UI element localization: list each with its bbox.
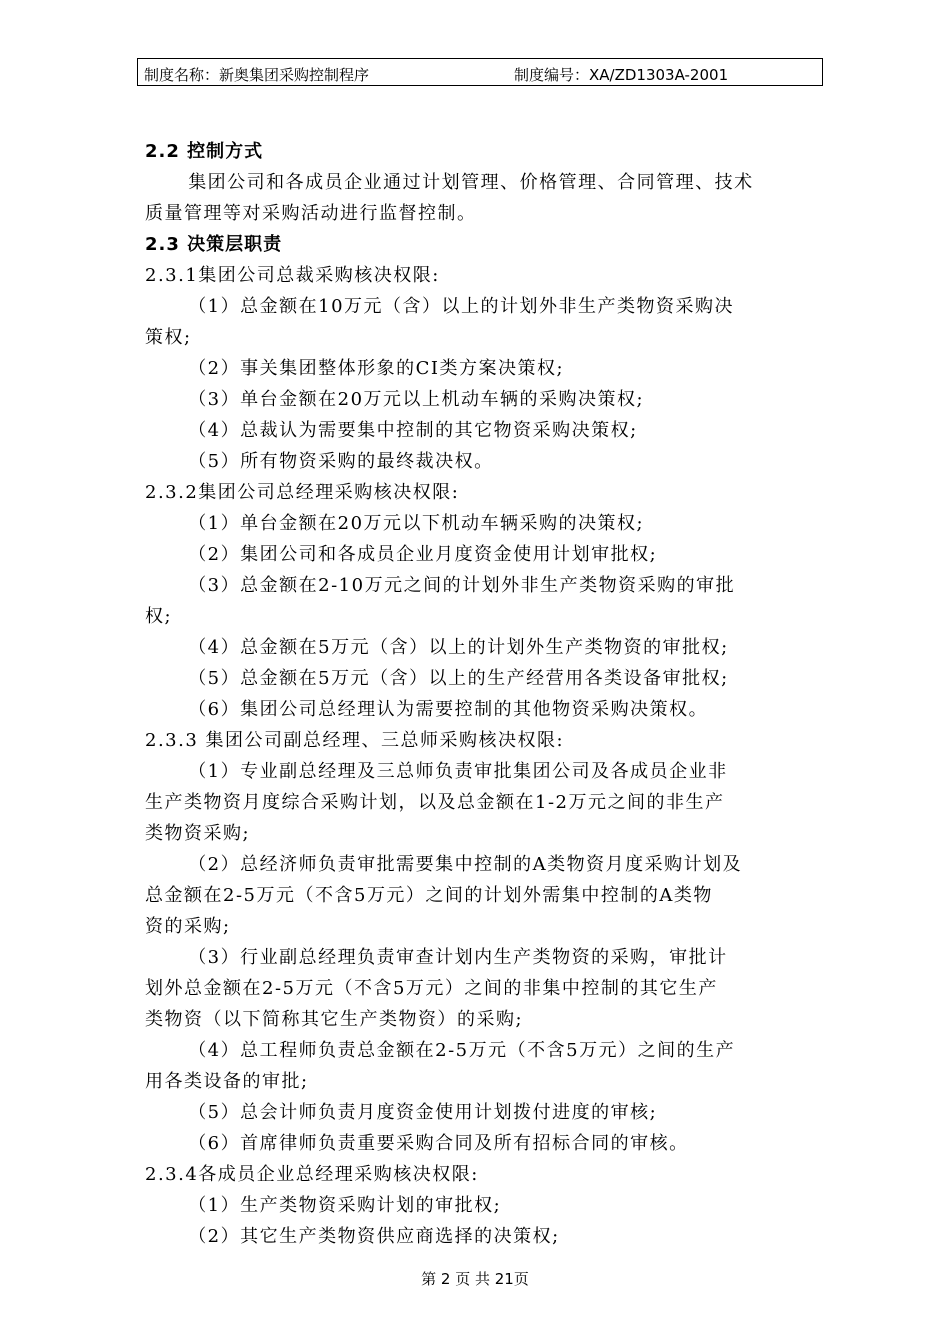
subsection-heading: 2.3.3 集团公司副总经理、三总师采购核决权限: — [145, 730, 565, 751]
list-item: （1）单台金额在20万元以下机动车辆采购的决策权; — [188, 513, 645, 534]
subsection-heading: 2.3.2集团公司总经理采购核决权限: — [145, 482, 460, 503]
paragraph-line: 集团公司和各成员企业通过计划管理、价格管理、合同管理、技术 — [188, 172, 754, 193]
list-item: （2）事关集团整体形象的CI类方案决策权; — [188, 358, 565, 379]
subsection-heading: 2.3.4各成员企业总经理采购核决权限: — [145, 1164, 479, 1185]
list-item: （5）总金额在5万元（含）以上的生产经营用各类设备审批权; — [188, 668, 729, 689]
list-item: （3）行业副总经理负责审查计划内生产类物资的采购，审批计 — [188, 947, 728, 968]
list-item: （1）专业副总经理及三总师负责审批集团公司及各成员企业非 — [188, 761, 728, 782]
list-item: （6）集团公司总经理认为需要控制的其他物资采购决策权。 — [188, 699, 709, 720]
list-item: （2）集团公司和各成员企业月度资金使用计划审批权; — [188, 544, 658, 565]
page-number: 第 2 页 共 21页 — [421, 1270, 529, 1288]
list-item-continuation: 用各类设备的审批; — [145, 1071, 309, 1092]
list-item: （5）所有物资采购的最终裁决权。 — [188, 451, 494, 472]
paragraph-line: 质量管理等对采购活动进行监督控制。 — [145, 203, 477, 224]
list-item-continuation: 划外总金额在2-5万元（不含5万元）之间的非集中控制的其它生产 — [145, 978, 718, 999]
regulation-name: 制度名称：新奥集团采购控制程序 — [144, 66, 370, 84]
list-item-continuation: 资的采购; — [145, 916, 231, 937]
section-heading: 2.2 控制方式 — [145, 141, 264, 162]
list-item: （3）单台金额在20万元以上机动车辆的采购决策权; — [188, 389, 645, 410]
list-item: （4）总工程师负责总金额在2-5万元（不含5万元）之间的生产 — [188, 1040, 736, 1061]
list-item-continuation: 类物资（以下简称其它生产类物资）的采购; — [145, 1009, 524, 1030]
list-item: （2）总经济师负责审批需要集中控制的A类物资月度采购计划及 — [188, 854, 743, 875]
list-item: （5）总会计师负责月度资金使用计划拨付进度的审核; — [188, 1102, 658, 1123]
list-item: （6）首席律师负责重要采购合同及所有招标合同的审核。 — [188, 1133, 689, 1154]
list-item: （1）总金额在10万元（含）以上的计划外非生产类物资采购决 — [188, 296, 735, 317]
list-item: （3）总金额在2-10万元之间的计划外非生产类物资采购的审批 — [188, 575, 736, 596]
section-heading: 2.3 决策层职责 — [145, 234, 283, 255]
list-item-continuation: 总金额在2-5万元（不含5万元）之间的计划外需集中控制的A类物 — [145, 885, 713, 906]
document-body — [145, 136, 825, 1252]
document-header — [137, 58, 823, 86]
list-item-continuation: 生产类物资月度综合采购计划，以及总金额在1-2万元之间的非生产 — [145, 792, 725, 813]
list-item: （1）生产类物资采购计划的审批权; — [188, 1195, 502, 1216]
list-item: （4）总金额在5万元（含）以上的计划外生产类物资的审批权; — [188, 637, 729, 658]
list-item: （2）其它生产类物资供应商选择的决策权; — [188, 1226, 560, 1247]
regulation-code: 制度编号：XA/ZD1303A-2001 — [514, 66, 729, 84]
list-item: （4）总裁认为需要集中控制的其它物资采购决策权; — [188, 420, 638, 441]
list-item-continuation: 策权; — [145, 327, 192, 348]
list-item-continuation: 权; — [145, 606, 173, 627]
list-item-continuation: 类物资采购; — [145, 823, 251, 844]
subsection-heading: 2.3.1集团公司总裁采购核决权限: — [145, 265, 440, 286]
